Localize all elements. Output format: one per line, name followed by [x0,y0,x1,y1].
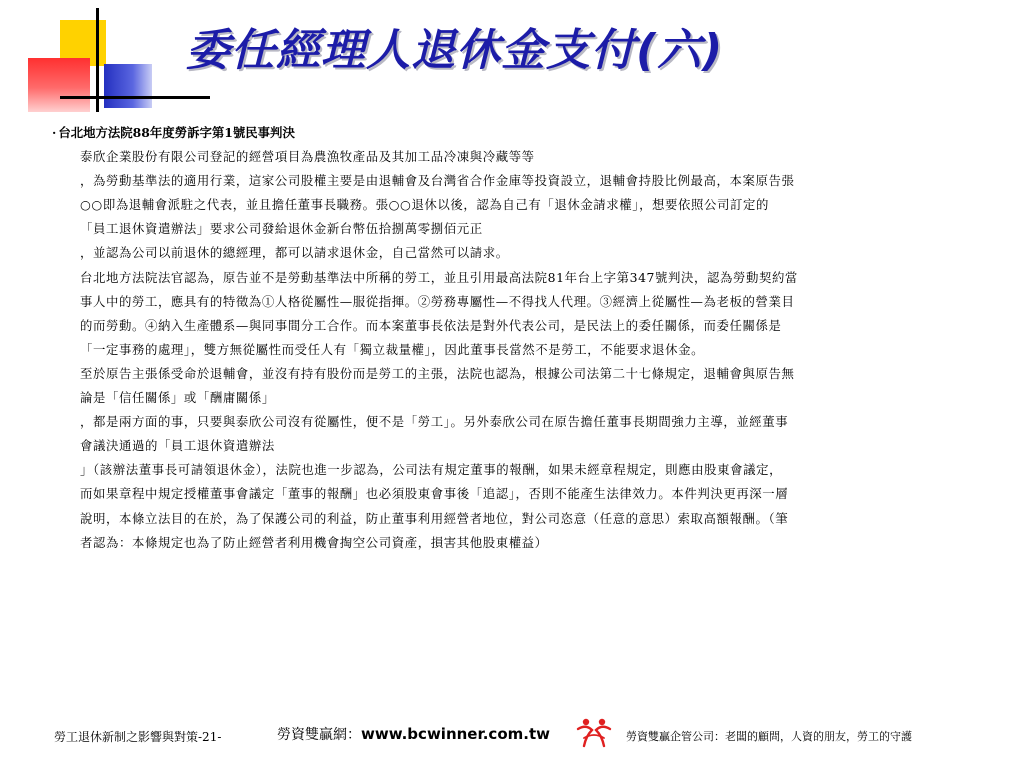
text-line: 的而勞動。④納入生產體系—與同事間分工合作。而本案董事長依法是對外代表公司，是民法上的委任關係，而委任關係是 [80,317,782,333]
case-heading [52,121,987,145]
slide-body [52,121,987,555]
text-line: ，並認為公司以前退休的總經理，都可以請求退休金，自己當然可以請求。 [80,245,509,261]
case-heading-text: 台北地方法院88年度勞訴字第1號民事判決 [58,125,295,140]
text-line: ，為勞動基準法的適用行業，這家公司股權主要是由退輔會及台灣省合作金庫等投資設立，退輔會持股比例最高，本案原告張 [80,173,795,189]
footer-site [277,724,550,744]
decorative-horizontal-line [60,96,210,99]
footer-company-slogan: 勞資雙贏企管公司：老闆的顧問，人資的朋友，勞工的守護 [626,730,912,743]
text-line: 」（該辦法董事長可請領退休金），法院也進一步認為，公司法有規定董事的報酬，如果未經章程規定，則應由股東會議定， [80,462,783,478]
text-line: 事人中的勞工，應具有的特徵為①人格從屬性—服從指揮。②勞務專屬性—不得找人代理。③經濟上從屬性—為老板的營業目 [80,293,795,309]
text-line: 者認為：本條規定也為了防止經營者利用機會掏空公司資產，損害其他股東權益） [80,534,548,550]
decorative-blue-square [104,64,152,108]
footer-course-title: 勞工退休新制之影響與對策-21- [54,730,222,744]
text-line: 而如果章程中規定授權董事會議定「董事的報酬」也必須股東會事後「追認」，否則不能產生法律效力。本件判決更再深一層 [80,486,789,502]
text-line: 至於原告主張係受命於退輔會，並沒有持有股份而是勞工的主張，法院也認為，根據公司法第二十七條規定，退輔會與原告無 [80,365,795,381]
text-line: 說明，本條立法目的在於，為了保護公司的利益，防止董事利用經營者地位，對公司恣意（任意的意思）索取高額報酬。（筆 [80,510,789,526]
text-line: 台北地方法院法官認為，原告並不是勞動基準法中所稱的勞工，並且引用最高法院81年台上字第347號判決，認為勞動契約當 [80,269,798,285]
footer-site-label: 勞資雙贏網： [277,727,361,743]
text-line: 泰欣企業股份有限公司登記的經營項目為農漁牧產品及其加工品冷凍與冷藏等等 [80,149,535,165]
text-line: ，都是兩方面的事，只要與泰欣公司沒有從屬性，便不是「勞工」。另外泰欣公司在原告擔任董事長期間強力主導，並經董事 [80,414,789,430]
slide-title: 委任經理人退休金支付(六) [186,25,724,76]
two-figures-logo-icon [572,716,616,750]
text-line: 論是「信任關係」或「酬庸關係」 [80,390,275,406]
footer-site-url[interactable]: www.bcwinner.com.tw [361,725,550,743]
text-line: 「員工退休資遣辦法」要求公司發給退休金新台幣伍拾捌萬零捌佰元正 [80,221,483,237]
text-line: 會議決通過的「員工退休資遣辦法 [80,438,275,454]
decorative-red-square [28,58,90,112]
text-line: 「一定事務的處理」，雙方無從屬性而受任人有「獨立裁量權」，因此董事長當然不是勞工，不能要求退休金。 [80,341,705,357]
text-line: ○○即為退輔會派駐之代表，並且擔任董事長職務。張○○退休以後，認為自己有「退休金請求權」，想要依照公司訂定的 [80,197,769,213]
bullet-dot: · [52,125,57,140]
